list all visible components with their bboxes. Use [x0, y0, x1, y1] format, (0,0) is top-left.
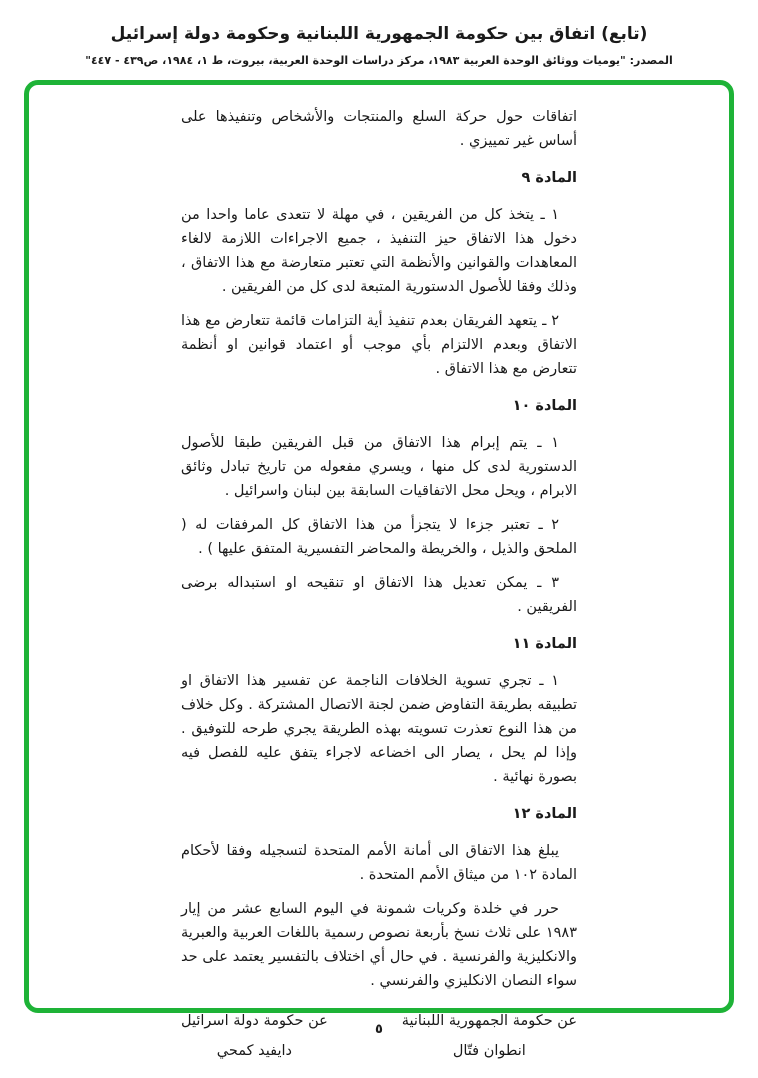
signature-title-israel: عن حكومة دولة اسرائيل [181, 1013, 328, 1029]
paragraph: ١ ـ يتم إبرام هذا الاتفاق من قبل الفريقين طبقا للأصول الدستورية لدى كل منها ، ويسري مفعوله من تاريخ تبادل وثائق الابرام ، ويحل محل الاتفاقيات السابقة بين لبنان واسرائيل . [181, 435, 577, 499]
source-line: المصدر: "يوميات ووثائق الوحدة العربية ١٩٨٣، مركز دراسات الوحدة العربية، بيروت، ط ١، ١٩٨٤، ص٤٣٩ - ٤٤٧" [85, 54, 673, 67]
signature-name-israel: دايفيد كمحي [216, 1043, 292, 1059]
article-heading: المادة ١٢ [512, 806, 577, 822]
paragraph: ٢ ـ تعتبر جزءا لا يتجزأ من هذا الاتفاق كل المرفقات له ( الملحق والذيل ، والخريطة والمحاضر التفسيرية المتفق عليها ) . [181, 517, 577, 557]
paragraph: ١ ـ تجري تسوية الخلافات الناجمة عن تفسير هذا الاتفاق او تطبيقه بطريقة التفاوض ضمن لجنة الاتصال المشتركة . وكل خلاف من هذا النوع تعذرت تسويته بهذه الطريقة يجري طرحه للتوفيق . وإذا لم يحل ، يصار الى اخضاعه لاجراء يتفق عليه للفصل فيه بصورة نهائية . [181, 673, 577, 785]
article-heading: المادة ٩ [521, 170, 577, 186]
paragraph: اتفاقات حول حركة السلع والمنتجات والأشخاص وتنفيذها على أساس غير تمييزي . [181, 109, 577, 149]
page-number: ٥ [375, 1022, 383, 1037]
green-border-box [24, 80, 734, 1059]
article-heading: المادة ١١ [512, 636, 577, 652]
page-title: (تابع) اتفاق بين حكومة الجمهورية اللبنانية وحكومة دولة إسرائيل [110, 24, 648, 44]
paragraph: يبلغ هذا الاتفاق الى أمانة الأمم المتحدة لتسجيله وفقا لأحكام المادة ١٠٢ من ميثاق الأمم المتحدة . [181, 843, 577, 883]
paragraph: ٢ ـ يتعهد الفريقان بعدم تنفيذ أية التزامات قائمة تتعارض مع هذا الاتفاق وبعدم الالتزام بأي موجب أو اعتماد قوانين او أنظمة تتعارض مع هذا الاتفاق . [181, 313, 577, 377]
paragraph: حرر في خلدة وكريات شمونة في اليوم السابع عشر من إيار ١٩٨٣ على ثلاث نسخ بأربعة نصوص رسمية باللغات العربية والعبرية والانكليزية والفرنسية . في حال أي اختلاف بالتفسير يعتمد على حد سواء النصان الانكليزي والفرنسي . [181, 901, 577, 989]
signature-name-lebanon: انطوان فتّال [452, 1043, 526, 1059]
paragraph: ٣ ـ يمكن تعديل هذا الاتفاق او تنقيحه او استبداله برضى الفريقين . [181, 575, 577, 615]
signature-israel [181, 1009, 328, 1063]
article-heading: المادة ١٠ [512, 398, 577, 414]
signature-title-lebanon: عن حكومة الجمهورية اللبنانية [401, 1013, 577, 1029]
signature-lebanon [402, 1009, 577, 1063]
paragraph: ١ ـ يتخذ كل من الفريقين ، في مهلة لا تتعدى عاما واحدا من دخول هذا الاتفاق حيز التنفيذ ، جميع الاجراءات اللازمة لالغاء المعاهدات والقوانين والأنظمة التي تعتبر متعارضة مع هذا الاتفاق ، وذلك وفقا للأصول الدستورية المتبعة لدى كل من الفريقين . [181, 207, 577, 295]
document-body [181, 105, 577, 993]
